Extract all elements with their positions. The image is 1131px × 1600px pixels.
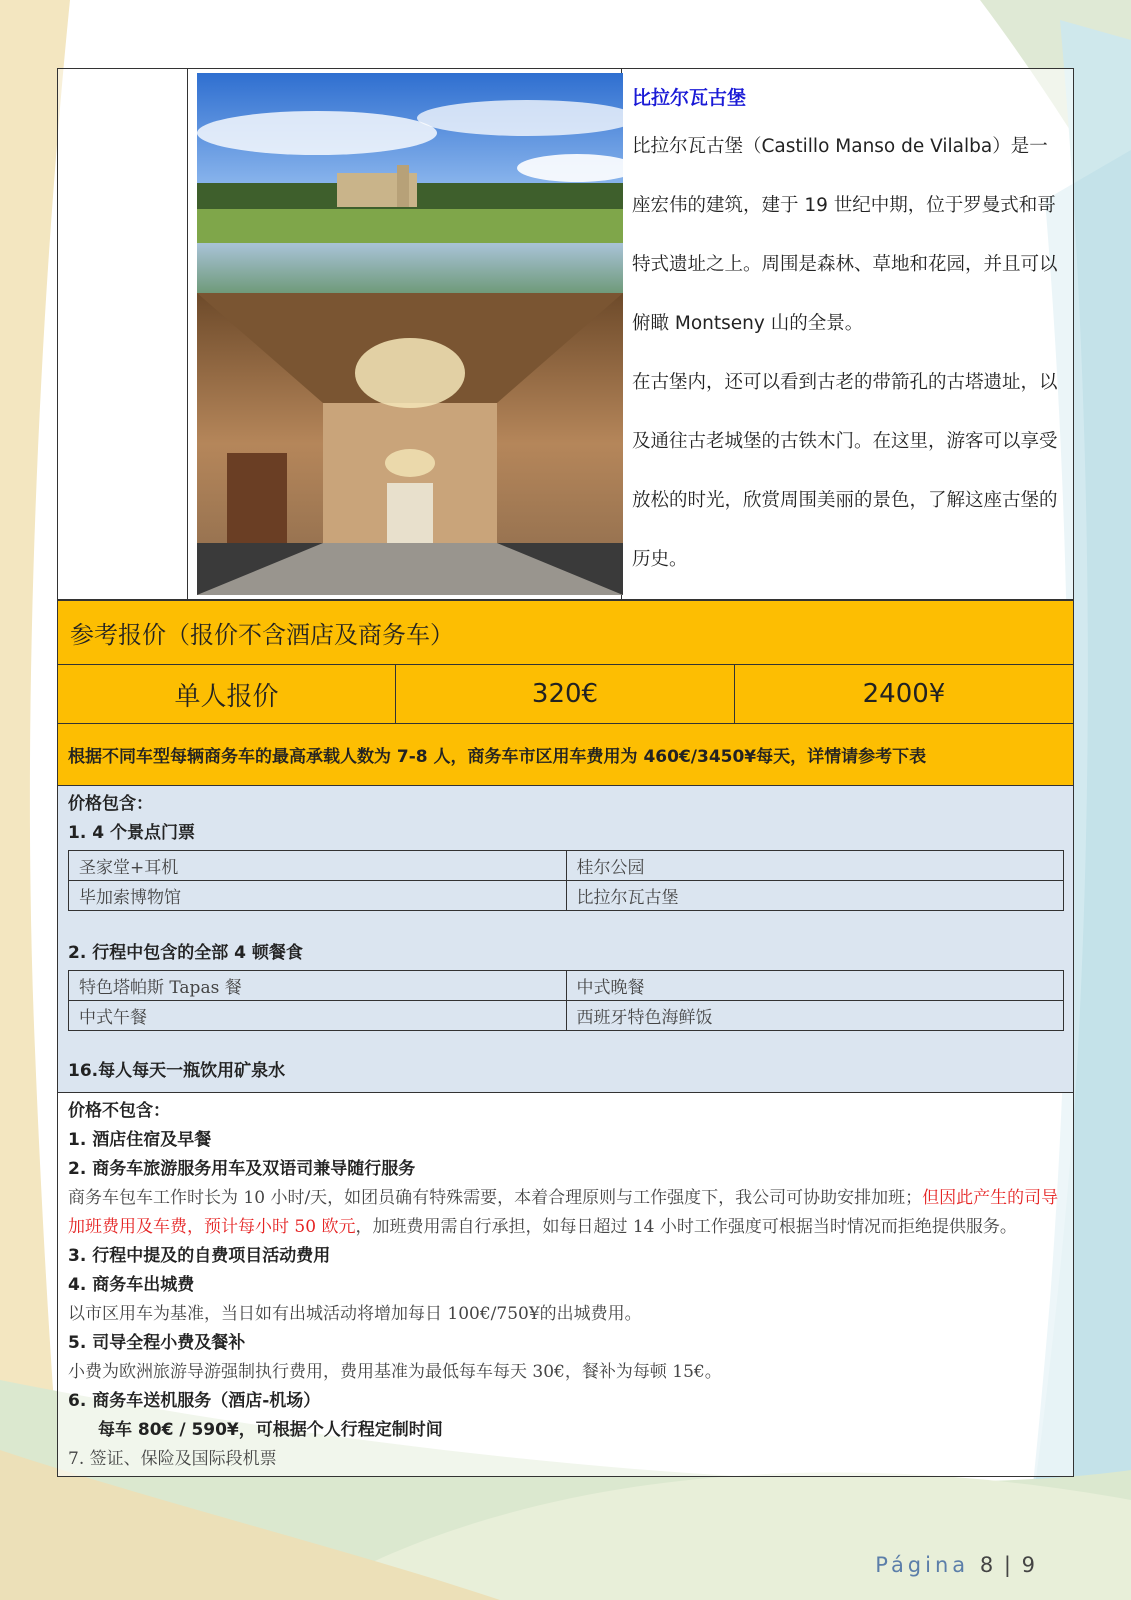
price-excluded-section — [58, 1093, 1074, 1477]
table-cell: 比拉尔瓦古堡 — [566, 881, 1064, 911]
excluded-item-6: 6. 商务车送机服务（酒店-机场） — [68, 1391, 321, 1411]
excluded-item-5: 5. 司导全程小费及餐补 — [68, 1333, 246, 1353]
table-row — [69, 971, 1064, 1001]
castle-table — [57, 68, 1074, 600]
pricing-table — [57, 600, 1074, 1477]
tickets-table — [68, 850, 1064, 911]
excluded-item-3: 3. 行程中提及的自费项目活动费用 — [68, 1246, 331, 1266]
single-price-label: 单人报价 — [58, 665, 396, 724]
meals-table — [68, 970, 1064, 1031]
itinerary-table-section — [57, 68, 1073, 1477]
excluded-item-2: 2. 商务车旅游服务用车及双语司兼导随行服务 — [68, 1159, 416, 1179]
excluded-item-1: 1. 酒店住宿及早餐 — [68, 1130, 212, 1150]
excluded-item-2-desc — [68, 1184, 1063, 1242]
pricing-title: 参考报价（报价不含酒店及商务车） — [58, 601, 1074, 665]
vehicle-note: 根据不同车型每辆商务车的最高承载人数为 7-8 人，商务车市区用车费用为 460€/3450¥每天，详情请参考下表 — [58, 724, 1074, 786]
table-cell: 圣家堂+耳机 — [69, 851, 567, 881]
desc-text: 商务车包车工作时长为 10 小时/天，如团员确有特殊需要，本着合理原则与工作强度下，我公司可协助安排加班； — [68, 1188, 923, 1208]
table-cell: 中式晚餐 — [566, 971, 1064, 1001]
page-footer — [875, 1553, 1037, 1577]
desc-red-text: 但因此产生的司导加班费用及车费，预计每小时 50 欧元 — [68, 1188, 1059, 1237]
table-cell: 中式午餐 — [69, 1001, 567, 1031]
excluded-item-6-desc: 每车 80€ / 590¥，可根据个人行程定制时间 — [98, 1420, 443, 1440]
excluded-heading: 价格不包含： — [68, 1101, 170, 1121]
included-heading: 价格包含： — [68, 794, 153, 814]
castle-description-cell — [622, 69, 1074, 600]
desc-text: ，加班费用需自行承担，如每日超过 14 小时工作强度可根据当时情况而拒绝提供服务。 — [355, 1217, 1017, 1237]
excluded-item-7: 7. 签证、保险及国际段机票 — [68, 1449, 277, 1469]
excluded-item-4: 4. 商务车出城费 — [68, 1275, 195, 1295]
table-cell: 毕加索博物馆 — [69, 881, 567, 911]
footer-label: Página — [875, 1553, 970, 1577]
table-cell: 特色塔帕斯 Tapas 餐 — [69, 971, 567, 1001]
table-cell: 西班牙特色海鲜饭 — [566, 1001, 1064, 1031]
table-row — [69, 1001, 1064, 1031]
table-row — [69, 881, 1064, 911]
included-item-16: 16.每人每天一瓶饮用矿泉水 — [68, 1061, 286, 1081]
excluded-item-4-desc: 以市区用车为基准，当日如有出城活动将增加每日 100€/750¥的出城费用。 — [68, 1304, 642, 1324]
castle-paragraph-1: 比拉尔瓦古堡（Castillo Manso de Vilalba）是一座宏伟的建筑，建于 19 世纪中期，位于罗曼式和哥特式遗址之上。周围是森林、草地和花园，并且可以俯瞰 Montseny 山的全景。 — [632, 136, 1058, 334]
included-item-2: 2. 行程中包含的全部 4 顿餐食 — [68, 943, 303, 963]
castle-photos — [197, 73, 623, 595]
price-cny: 2400¥ — [735, 665, 1074, 724]
excluded-item-5-desc: 小费为欧洲旅游导游强制执行费用，费用基准为最低每车每天 30€，餐补为每顿 15€。 — [68, 1362, 722, 1382]
price-included-section — [58, 786, 1074, 1093]
castle-title: 比拉尔瓦古堡 — [632, 87, 747, 109]
table-row — [69, 851, 1064, 881]
castle-paragraph-2: 在古堡内，还可以看到古老的带箭孔的古塔遗址，以及通往古老城堡的古铁木门。在这里，游客可以享受放松的时光，欣赏周围美丽的景色，了解这座古堡的历史。 — [632, 372, 1058, 570]
table-cell: 桂尔公园 — [566, 851, 1064, 881]
included-item-1: 1. 4 个景点门票 — [68, 823, 195, 843]
empty-left-cell — [58, 69, 188, 600]
page-number: 8 | 9 — [979, 1553, 1037, 1577]
price-eur: 320€ — [396, 665, 735, 724]
castle-exterior-interior-image — [197, 73, 623, 595]
castle-photos-cell — [188, 69, 622, 600]
